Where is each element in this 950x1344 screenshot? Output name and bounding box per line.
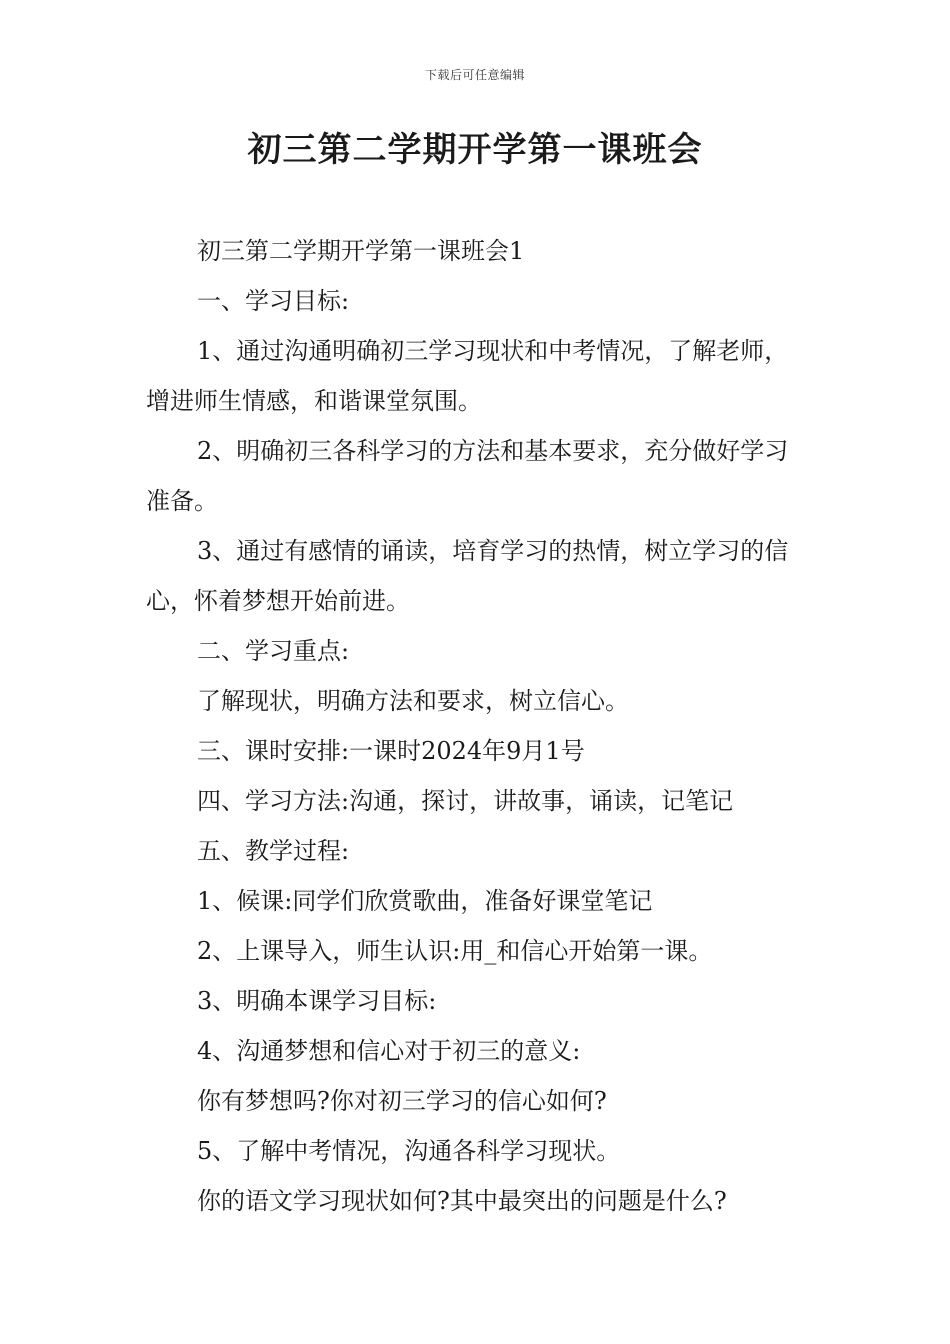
document-title: 初三第二学期开学第一课班会 (247, 130, 703, 170)
paragraph-process-2: 2、上课导入，师生认识:用_和信心开始第一课。 (197, 937, 713, 965)
paragraph-section-focus: 二、学习重点: (197, 637, 350, 665)
header-note: 下载后可任意编辑 (424, 68, 525, 82)
document-body (146, 226, 810, 1226)
paragraph-objective-3: 3、通过有感情的诵读，培育学习的热情，树立学习的信心，怀着梦想开始前进。 (146, 537, 789, 615)
paragraph-question-2: 你的语文学习现状如何?其中最突出的问题是什么? (197, 1187, 727, 1215)
paragraph-objective-2: 2、明确初三各科学习的方法和基本要求，充分做好学习准备。 (146, 437, 789, 515)
paragraph-process-4: 4、沟通梦想和信心对于初三的意义: (197, 1037, 581, 1065)
paragraph-process-1: 1、候课:同学们欣赏歌曲，准备好课堂笔记 (197, 887, 653, 915)
paragraph-question-1: 你有梦想吗?你对初三学习的信心如何? (197, 1087, 607, 1115)
paragraph-section-methods: 四、学习方法:沟通，探讨，讲故事，诵读，记笔记 (197, 787, 734, 815)
paragraph-section-schedule: 三、课时安排:一课时2024年9月1号 (197, 737, 585, 765)
paragraph-subtitle: 初三第二学期开学第一课班会1 (197, 237, 525, 265)
paragraph-section-process: 五、教学过程: (197, 837, 350, 865)
paragraph-process-3: 3、明确本课学习目标: (197, 987, 437, 1015)
paragraph-process-5: 5、了解中考情况，沟通各科学习现状。 (197, 1137, 621, 1165)
paragraph-focus-text: 了解现状，明确方法和要求，树立信心。 (197, 687, 629, 715)
paragraph-objective-1: 1、通过沟通明确初三学习现状和中考情况，了解老师，增进师生情感，和谐课堂氛围。 (146, 337, 789, 415)
paragraph-section-objectives: 一、学习目标: (197, 287, 350, 315)
